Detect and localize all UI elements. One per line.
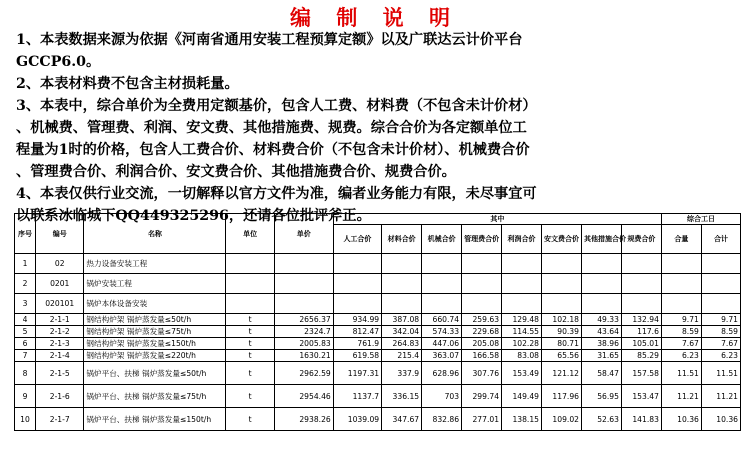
- cell-name: 锅炉平台、扶梯 锅炉蒸发量≤50t/h: [84, 362, 226, 385]
- cell-code: 02: [36, 254, 84, 274]
- cell-cost: 114.55: [502, 326, 542, 338]
- note-line: 、机械费、管理费、利润、安文费、其他措施费、规费。综合合价为各定额单位工: [16, 120, 527, 136]
- note-line: 2、本表材料费不包含主材损耗量。: [16, 76, 239, 92]
- header-fees: 规费合价: [621, 225, 661, 254]
- cell-cost: 105.01: [621, 338, 661, 350]
- cell-seq: 6: [15, 338, 36, 350]
- cell-code: 2-1-5: [36, 362, 84, 385]
- cell-price: 2005.83: [274, 338, 333, 350]
- cell-cost: 342.04: [382, 326, 422, 338]
- cell-code: 2-1-4: [36, 350, 84, 362]
- cell-cost: 43.64: [581, 326, 621, 338]
- header-other-measures: 其他措施合价: [581, 225, 621, 254]
- cell-cost: [422, 254, 462, 274]
- notes-section: [16, 29, 741, 227]
- header-price: 单价: [274, 214, 333, 254]
- note-line: 程量为1时的价格，包含人工费合价、材料费合价（不包含未计价材）、机械费合价: [16, 142, 530, 158]
- cell-price: 2324.7: [274, 326, 333, 338]
- cell-unit: [226, 254, 274, 274]
- cell-seq: 8: [15, 362, 36, 385]
- cell-seq: 9: [15, 385, 36, 408]
- cell-seq: 3: [15, 294, 36, 314]
- cell-cost: [462, 254, 502, 274]
- cell-cost: 102.18: [542, 314, 582, 326]
- cell-cost: 761.9: [333, 338, 381, 350]
- cell-price: [274, 294, 333, 314]
- cell-labor-qty: 8.59: [661, 326, 701, 338]
- cell-cost: 102.28: [502, 338, 542, 350]
- cell-labor-qty: 10.36: [661, 408, 701, 431]
- cell-cost: 1197.31: [333, 362, 381, 385]
- cell-labor-total: [701, 274, 740, 294]
- cell-cost: 628.96: [422, 362, 462, 385]
- cell-cost: [581, 294, 621, 314]
- cell-cost: 56.95: [581, 385, 621, 408]
- cell-cost: [542, 294, 582, 314]
- cell-unit: t: [226, 408, 274, 431]
- cell-labor-total: 10.36: [701, 408, 740, 431]
- cell-cost: 121.12: [542, 362, 582, 385]
- cell-cost: [621, 294, 661, 314]
- header-unit: 单位: [226, 214, 274, 254]
- cell-cost: [502, 254, 542, 274]
- cell-cost: 337.9: [382, 362, 422, 385]
- cell-cost: 153.47: [621, 385, 661, 408]
- cell-cost: 387.08: [382, 314, 422, 326]
- cell-cost: 307.76: [462, 362, 502, 385]
- cell-price: 2656.37: [274, 314, 333, 326]
- cell-cost: 832.86: [422, 408, 462, 431]
- cell-cost: 166.58: [462, 350, 502, 362]
- cell-cost: 141.83: [621, 408, 661, 431]
- note-line: 、管理费合价、利润合价、安文费合价、其他措施费合价、规费合价。: [16, 164, 456, 180]
- cell-labor-total: [701, 294, 740, 314]
- cell-cost: 65.56: [542, 350, 582, 362]
- note-line: 3、本表中，综合单价为全费用定额基价，包含人工费、材料费（不包含未计价材）: [16, 98, 537, 114]
- table-row: [15, 274, 741, 294]
- table-header-row: [15, 214, 741, 225]
- header-code: 编号: [36, 214, 84, 254]
- cell-cost: 336.15: [382, 385, 422, 408]
- cell-name: 钢结构炉架 锅炉蒸发量≤50t/h: [84, 314, 226, 326]
- cell-unit: t: [226, 314, 274, 326]
- header-profit: 利润合价: [502, 225, 542, 254]
- cell-name: 锅炉本体设备安装: [84, 294, 226, 314]
- cell-cost: 117.96: [542, 385, 582, 408]
- cell-name: 热力设备安装工程: [84, 254, 226, 274]
- cell-labor-qty: 7.67: [661, 338, 701, 350]
- note-line: 1、本表数据来源为依据《河南省通用安装工程预算定额》以及广联达云计价平台: [16, 32, 523, 48]
- cell-cost: 49.33: [581, 314, 621, 326]
- cell-cost: [502, 274, 542, 294]
- cell-cost: 109.02: [542, 408, 582, 431]
- cell-price: 1630.21: [274, 350, 333, 362]
- table-row: [15, 350, 741, 362]
- cell-name: 钢结构炉架 锅炉蒸发量≤150t/h: [84, 338, 226, 350]
- cell-cost: 117.6: [621, 326, 661, 338]
- cell-labor-total: 11.21: [701, 385, 740, 408]
- cell-cost: 205.08: [462, 338, 502, 350]
- cell-cost: [422, 294, 462, 314]
- note-line: GCCP6.0。: [16, 54, 101, 70]
- header-labor: 综合工日: [661, 214, 740, 225]
- cell-cost: 80.71: [542, 338, 582, 350]
- cell-cost: [333, 294, 381, 314]
- cell-cost: 447.06: [422, 338, 462, 350]
- cell-cost: [333, 274, 381, 294]
- cell-price: 2938.26: [274, 408, 333, 431]
- cell-seq: 5: [15, 326, 36, 338]
- cell-seq: 1: [15, 254, 36, 274]
- cell-unit: t: [226, 385, 274, 408]
- cell-cost: [621, 274, 661, 294]
- cell-price: 2962.59: [274, 362, 333, 385]
- table-row: [15, 314, 741, 326]
- cell-code: 2-1-7: [36, 408, 84, 431]
- cell-labor-total: 6.23: [701, 350, 740, 362]
- cell-labor-qty: 11.51: [661, 362, 701, 385]
- note-line: 4、本表仅供行业交流，一切解释以官方文件为准，编者业务能力有限，未尽事宜可: [16, 186, 537, 202]
- cell-labor-qty: 11.21: [661, 385, 701, 408]
- cell-labor-qty: [661, 254, 701, 274]
- header-group: 其中: [333, 214, 661, 225]
- cell-code: 2-1-3: [36, 338, 84, 350]
- cell-cost: 138.15: [502, 408, 542, 431]
- cell-cost: 812.47: [333, 326, 381, 338]
- cell-unit: t: [226, 350, 274, 362]
- header-labor-cost: 人工合价: [333, 225, 381, 254]
- cell-cost: 259.63: [462, 314, 502, 326]
- cell-cost: [581, 274, 621, 294]
- cell-unit: [226, 274, 274, 294]
- header-safety-cost: 安文费合价: [542, 225, 582, 254]
- cell-unit: t: [226, 362, 274, 385]
- cell-cost: [542, 254, 582, 274]
- cell-price: [274, 274, 333, 294]
- cell-cost: 58.47: [581, 362, 621, 385]
- table-row: [15, 385, 741, 408]
- cell-name: 锅炉平台、扶梯 锅炉蒸发量≤150t/h: [84, 408, 226, 431]
- header-labor-qty: 合量: [661, 225, 701, 254]
- cell-seq: 10: [15, 408, 36, 431]
- cell-cost: [333, 254, 381, 274]
- cell-cost: 299.74: [462, 385, 502, 408]
- cell-unit: [226, 294, 274, 314]
- cell-cost: 363.07: [422, 350, 462, 362]
- cell-cost: 703: [422, 385, 462, 408]
- cell-unit: t: [226, 338, 274, 350]
- cell-labor-total: 7.67: [701, 338, 740, 350]
- quota-table: [14, 213, 741, 431]
- cell-code: 0201: [36, 274, 84, 294]
- cell-cost: 83.08: [502, 350, 542, 362]
- cell-name: 锅炉安装工程: [84, 274, 226, 294]
- cell-cost: [462, 294, 502, 314]
- cell-cost: 149.49: [502, 385, 542, 408]
- cell-labor-qty: [661, 294, 701, 314]
- cell-cost: 129.48: [502, 314, 542, 326]
- cell-labor-total: [701, 254, 740, 274]
- cell-cost: 1137.7: [333, 385, 381, 408]
- document-title: 编 制 说 明: [290, 5, 459, 30]
- cell-name: 钢结构炉架 锅炉蒸发量≤220t/h: [84, 350, 226, 362]
- note-line: 以联系冰临城下QQ449325296，还请各位批评斧正。: [16, 208, 371, 224]
- cell-code: 2-1-6: [36, 385, 84, 408]
- cell-cost: 157.58: [621, 362, 661, 385]
- cell-cost: [542, 274, 582, 294]
- table-row: [15, 338, 741, 350]
- cell-cost: 52.63: [581, 408, 621, 431]
- header-management-cost: 管理费合价: [462, 225, 502, 254]
- cell-cost: 85.29: [621, 350, 661, 362]
- cell-cost: 38.96: [581, 338, 621, 350]
- cell-cost: [581, 254, 621, 274]
- table-row: [15, 254, 741, 274]
- cell-cost: [382, 274, 422, 294]
- cell-cost: 264.83: [382, 338, 422, 350]
- cell-code: 2-1-1: [36, 314, 84, 326]
- header-labor-total: 合计: [701, 225, 740, 254]
- cell-cost: [462, 274, 502, 294]
- cell-code: 020101: [36, 294, 84, 314]
- cell-price: [274, 254, 333, 274]
- cell-price: 2954.46: [274, 385, 333, 408]
- cell-labor-total: 8.59: [701, 326, 740, 338]
- cell-cost: [502, 294, 542, 314]
- cell-cost: 619.58: [333, 350, 381, 362]
- cell-labor-total: 9.71: [701, 314, 740, 326]
- cell-cost: 153.49: [502, 362, 542, 385]
- cell-name: 锅炉平台、扶梯 锅炉蒸发量≤75t/h: [84, 385, 226, 408]
- cell-cost: 1039.09: [333, 408, 381, 431]
- cell-cost: [382, 294, 422, 314]
- header-material-cost: 材料合价: [382, 225, 422, 254]
- cell-labor-qty: 9.71: [661, 314, 701, 326]
- header-name: 名称: [84, 214, 226, 254]
- cell-cost: 90.39: [542, 326, 582, 338]
- cell-name: 钢结构炉架 锅炉蒸发量≤75t/h: [84, 326, 226, 338]
- cell-labor-qty: 6.23: [661, 350, 701, 362]
- cell-cost: 347.67: [382, 408, 422, 431]
- cell-seq: 4: [15, 314, 36, 326]
- cell-seq: 2: [15, 274, 36, 294]
- cell-cost: 660.74: [422, 314, 462, 326]
- cell-labor-total: 11.51: [701, 362, 740, 385]
- cell-cost: 934.99: [333, 314, 381, 326]
- cell-cost: 574.33: [422, 326, 462, 338]
- cell-cost: 229.68: [462, 326, 502, 338]
- cell-seq: 7: [15, 350, 36, 362]
- cell-cost: [422, 274, 462, 294]
- table-row: [15, 326, 741, 338]
- cell-labor-qty: [661, 274, 701, 294]
- cell-cost: 31.65: [581, 350, 621, 362]
- header-seq: 序号: [15, 214, 36, 254]
- cell-unit: t: [226, 326, 274, 338]
- cell-code: 2-1-2: [36, 326, 84, 338]
- table-row: [15, 408, 741, 431]
- cell-cost: 215.4: [382, 350, 422, 362]
- table-row: [15, 362, 741, 385]
- table-row: [15, 294, 741, 314]
- cell-cost: 132.94: [621, 314, 661, 326]
- cell-cost: [382, 254, 422, 274]
- cell-cost: 277.01: [462, 408, 502, 431]
- header-machine-cost: 机械合价: [422, 225, 462, 254]
- cell-cost: [621, 254, 661, 274]
